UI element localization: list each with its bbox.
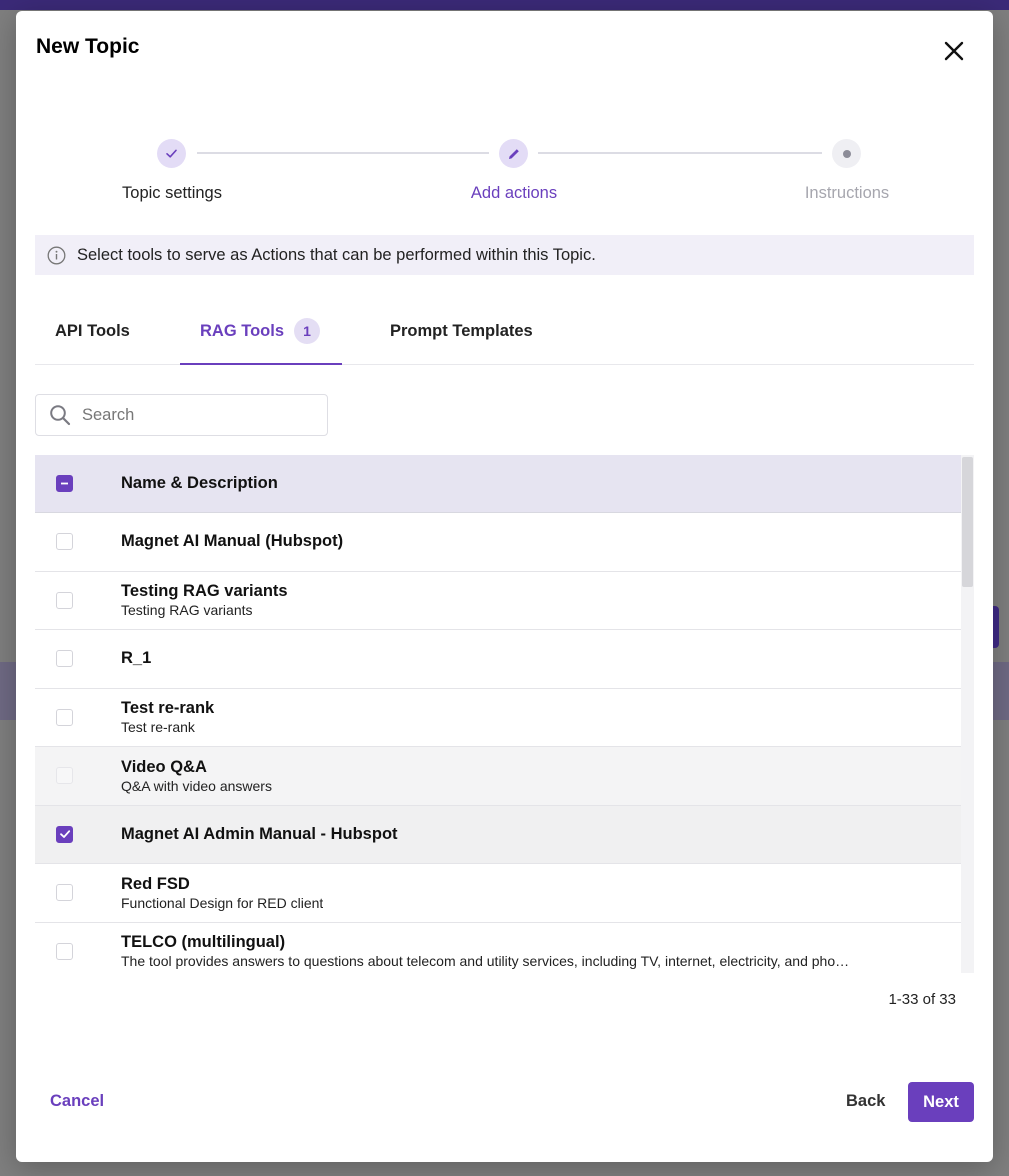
- stepper-connector: [538, 152, 822, 154]
- step-instructions-indicator: [832, 139, 861, 168]
- close-button[interactable]: [940, 37, 968, 65]
- next-button[interactable]: Next: [908, 1082, 974, 1122]
- stepper-connector: [197, 152, 489, 154]
- table-scrollbar-thumb[interactable]: [962, 457, 973, 587]
- table-row[interactable]: [35, 572, 962, 631]
- tool-name: Magnet AI Admin Manual - Hubspot: [121, 824, 398, 843]
- close-icon: [944, 41, 964, 61]
- dialog-title: New Topic: [36, 35, 140, 58]
- tab-api-tools[interactable]: [55, 309, 130, 365]
- check-icon: [59, 828, 71, 840]
- row-checkbox[interactable]: [56, 943, 73, 960]
- step-label-topic-settings[interactable]: Topic settings: [122, 184, 222, 202]
- search-icon: [49, 404, 71, 426]
- column-header-name-description[interactable]: Name & Description: [121, 474, 278, 492]
- tool-description: Test re-rank: [121, 719, 195, 736]
- table-row[interactable]: [35, 806, 962, 865]
- row-checkbox[interactable]: [56, 767, 73, 784]
- table-row[interactable]: [35, 747, 962, 806]
- back-button[interactable]: Back: [846, 1092, 886, 1110]
- tool-name: Red FSD: [121, 874, 190, 893]
- info-text: Select tools to serve as Actions that can be performed within this Topic.: [77, 245, 596, 264]
- info-icon: [47, 246, 66, 265]
- row-checkbox[interactable]: [56, 826, 73, 843]
- new-topic-dialog: [16, 11, 993, 1162]
- pencil-icon: [507, 147, 521, 161]
- tool-tabs: [35, 309, 974, 365]
- tool-name: Magnet AI Manual (Hubspot): [121, 532, 344, 551]
- check-icon: [165, 147, 178, 160]
- tab-label: Prompt Templates: [390, 322, 533, 340]
- select-all-checkbox[interactable]: [56, 475, 73, 492]
- row-checkbox[interactable]: [56, 650, 73, 667]
- background-app-topbar: [0, 0, 1009, 10]
- table-row[interactable]: [35, 630, 962, 689]
- tab-label: API Tools: [55, 322, 130, 340]
- row-checkbox[interactable]: [56, 709, 73, 726]
- row-checkbox[interactable]: [56, 592, 73, 609]
- step-label-instructions: Instructions: [804, 184, 890, 202]
- tool-description: The tool provides answers to questions about telecom and utility services, including TV, internet, electricity, and pho…: [121, 953, 850, 970]
- search-box[interactable]: [35, 394, 328, 436]
- tab-prompt-templates[interactable]: [390, 309, 533, 365]
- cancel-button[interactable]: Cancel: [50, 1092, 105, 1110]
- step-label-add-actions[interactable]: Add actions: [470, 184, 558, 202]
- table-header: [35, 455, 962, 513]
- tool-name: TELCO (multilingual): [121, 933, 286, 952]
- rag-tools-table: [35, 455, 962, 973]
- minus-icon: [59, 478, 70, 489]
- tab-count-badge: 1: [294, 318, 320, 344]
- table-row[interactable]: [35, 689, 962, 748]
- table-row[interactable]: [35, 923, 962, 974]
- step-add-actions-indicator: [499, 139, 528, 168]
- step-dot-icon: [843, 150, 851, 158]
- tool-description: Q&A with video answers: [121, 777, 272, 794]
- tool-name: Video Q&A: [121, 757, 207, 776]
- pagination-range: 1-33 of 33: [888, 991, 956, 1008]
- table-row[interactable]: [35, 513, 962, 572]
- tab-rag-tools[interactable]: [180, 309, 342, 365]
- row-checkbox[interactable]: [56, 533, 73, 550]
- info-banner: [35, 235, 974, 275]
- tool-name: Testing RAG variants: [121, 582, 288, 601]
- tab-label: RAG Tools: [200, 322, 285, 340]
- tool-name: Test re-rank: [121, 699, 215, 718]
- tool-description: Functional Design for RED client: [121, 894, 324, 911]
- search-input[interactable]: [82, 406, 302, 425]
- step-topic-settings-indicator: [157, 139, 186, 168]
- tool-description: Testing RAG variants: [121, 602, 253, 619]
- table-row[interactable]: [35, 864, 962, 923]
- tool-name: R_1: [121, 649, 152, 668]
- row-checkbox[interactable]: [56, 884, 73, 901]
